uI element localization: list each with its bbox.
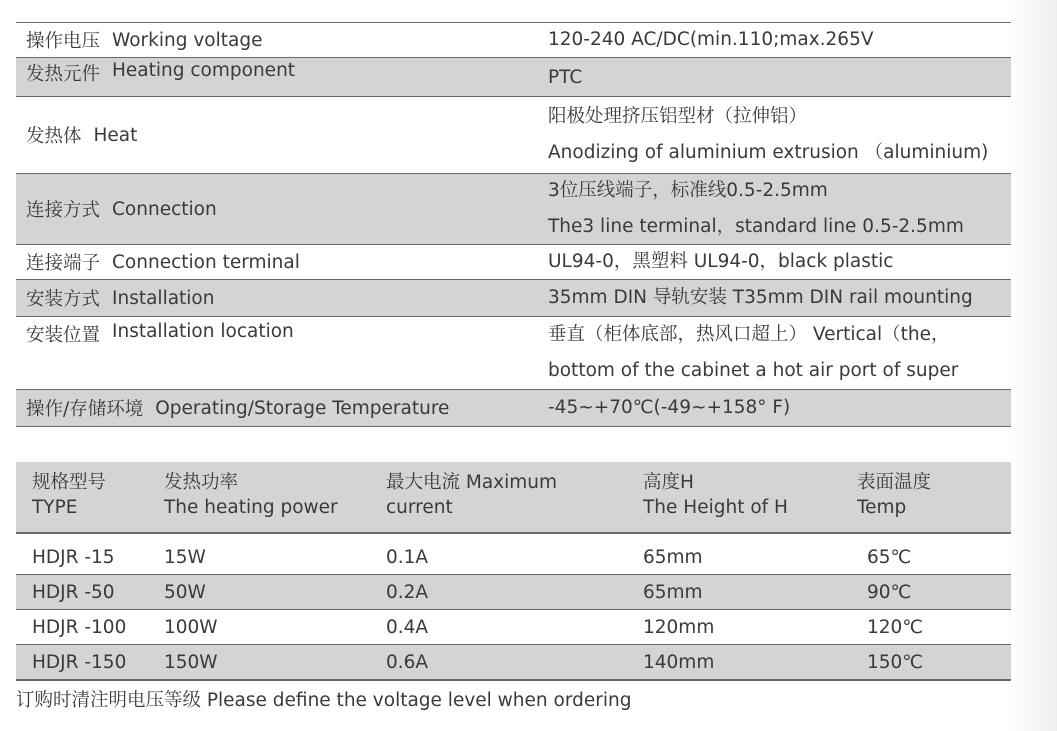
spec-value xyxy=(548,245,1011,279)
cell-height: 65mm xyxy=(643,547,703,568)
spec-label-en: Heating component xyxy=(112,60,296,81)
cell-type: HDJR -150 xyxy=(32,652,127,673)
spec-row-heating-component xyxy=(16,58,1011,97)
spec-value xyxy=(548,174,1011,244)
spec-value xyxy=(548,58,1011,96)
spec-label-en: Installation location xyxy=(112,321,294,342)
spec-value-line: UL94-0，黑塑料 UL94-0，black plastic xyxy=(548,251,894,272)
spec-row-heat xyxy=(16,97,1011,174)
spec-value-line: 35mm DIN 导轨安装 T35mm DIN rail mounting xyxy=(548,287,973,308)
spec-value xyxy=(548,97,1011,173)
spec-label-cn: 安装方式 xyxy=(26,289,101,310)
spec-row-installation-location xyxy=(16,317,1011,390)
cell-height: 65mm xyxy=(643,582,703,603)
spec-label-en: Connection terminal xyxy=(112,251,300,273)
spec-value-line: 垂直（柜体底部，热风口超上） Vertical（the， xyxy=(548,324,950,345)
header-en: current xyxy=(386,497,453,518)
spec-label xyxy=(16,97,548,173)
cell-current: 0.4A xyxy=(386,617,429,638)
spec-label-en: Heat xyxy=(93,124,138,146)
right-edge-shade xyxy=(1010,0,1057,731)
spec-value xyxy=(548,390,1011,426)
header-current xyxy=(386,462,643,532)
cell-current: 0.6A xyxy=(386,652,429,673)
table-row xyxy=(16,540,1011,575)
cell-temp: 120℃ xyxy=(867,617,924,638)
spec-label xyxy=(16,280,548,316)
spec-label xyxy=(16,245,548,279)
spec-label-en: Installation xyxy=(112,287,215,309)
spec-value-line: The3 line terminal，standard line 0.5-2.5mm xyxy=(548,216,964,237)
spec-label-en: Connection xyxy=(112,198,217,220)
spec-row-voltage xyxy=(16,23,1011,58)
cell-type: HDJR -15 xyxy=(32,547,115,568)
ordering-note: 订购时清注明电压等级 Please define the voltage level when ordering xyxy=(16,690,632,711)
spec-label-cn: 操作/存储环境 xyxy=(26,399,144,420)
spec-label xyxy=(16,174,548,244)
spec-value-line: bottom of the cabinet a hot air port of super xyxy=(548,360,959,381)
spec-value-line: PTC xyxy=(548,67,583,88)
spec-label xyxy=(16,317,548,389)
spec-label-cn: 发热体 xyxy=(26,126,82,147)
header-cn: 最大电流 Maximum xyxy=(386,472,558,493)
spec-label-cn: 操作电压 xyxy=(26,31,101,52)
cell-temp: 150℃ xyxy=(867,652,924,673)
table-row xyxy=(16,610,1011,645)
cell-power: 100W xyxy=(164,617,218,638)
cell-power: 50W xyxy=(164,582,206,603)
spec-label xyxy=(16,58,548,96)
spec-label-cn: 安装位置 xyxy=(26,325,101,346)
spec-label-cn: 发热元件 xyxy=(26,64,101,85)
spec-label-cn: 连接端子 xyxy=(26,253,101,274)
spec-row-terminal xyxy=(16,245,1011,280)
spec-value xyxy=(548,280,1011,316)
type-table xyxy=(16,462,1011,681)
spec-label-en: Operating/Storage Temperature xyxy=(155,397,450,419)
spec-value-line: 阳极处理挤压铝型材（拉伸铝） xyxy=(548,106,808,127)
spec-label xyxy=(16,390,548,426)
header-en: TYPE xyxy=(32,497,78,518)
cell-temp: 90℃ xyxy=(867,582,912,603)
header-cn: 高度H xyxy=(643,472,694,493)
spec-value xyxy=(548,23,1011,57)
cell-current: 0.2A xyxy=(386,582,429,603)
spec-row-connection xyxy=(16,174,1011,245)
cell-power: 15W xyxy=(164,547,206,568)
spec-value-line: 3位压线端子，标准线0.5-2.5mm xyxy=(548,180,828,201)
header-temp xyxy=(857,462,1011,532)
cell-type: HDJR -50 xyxy=(32,582,115,603)
cell-temp: 65℃ xyxy=(867,547,912,568)
spec-table xyxy=(16,22,1011,427)
header-height xyxy=(643,462,857,532)
header-cn: 规格型号 xyxy=(32,472,107,493)
spec-row-temperature xyxy=(16,390,1011,427)
table-row xyxy=(16,575,1011,610)
cell-power: 150W xyxy=(164,652,218,673)
spec-row-installation xyxy=(16,280,1011,317)
header-en: The heating power xyxy=(164,497,338,518)
type-table-header xyxy=(16,462,1011,534)
header-power xyxy=(164,462,386,532)
cell-current: 0.1A xyxy=(386,547,429,568)
cell-type: HDJR -100 xyxy=(32,617,127,638)
header-cn: 发热功率 xyxy=(164,472,239,493)
spec-label-cn: 连接方式 xyxy=(26,200,101,221)
table-row xyxy=(16,645,1011,681)
cell-height: 140mm xyxy=(643,652,715,673)
spec-value xyxy=(548,317,1011,389)
header-type xyxy=(16,462,164,532)
header-en: Temp xyxy=(857,497,907,518)
header-cn: 表面温度 xyxy=(857,472,932,493)
spec-value-line: 120-240 AC/DC(min.110;max.265V xyxy=(548,29,874,50)
spec-value-line: Anodizing of aluminium extrusion （aluminium) xyxy=(548,142,989,163)
cell-height: 120mm xyxy=(643,617,715,638)
header-en: The Height of H xyxy=(643,497,788,518)
spec-label xyxy=(16,23,548,57)
spec-label-en: Working voltage xyxy=(112,29,263,51)
spec-value-line: -45~+70℃(-49~+158° F) xyxy=(548,397,791,418)
